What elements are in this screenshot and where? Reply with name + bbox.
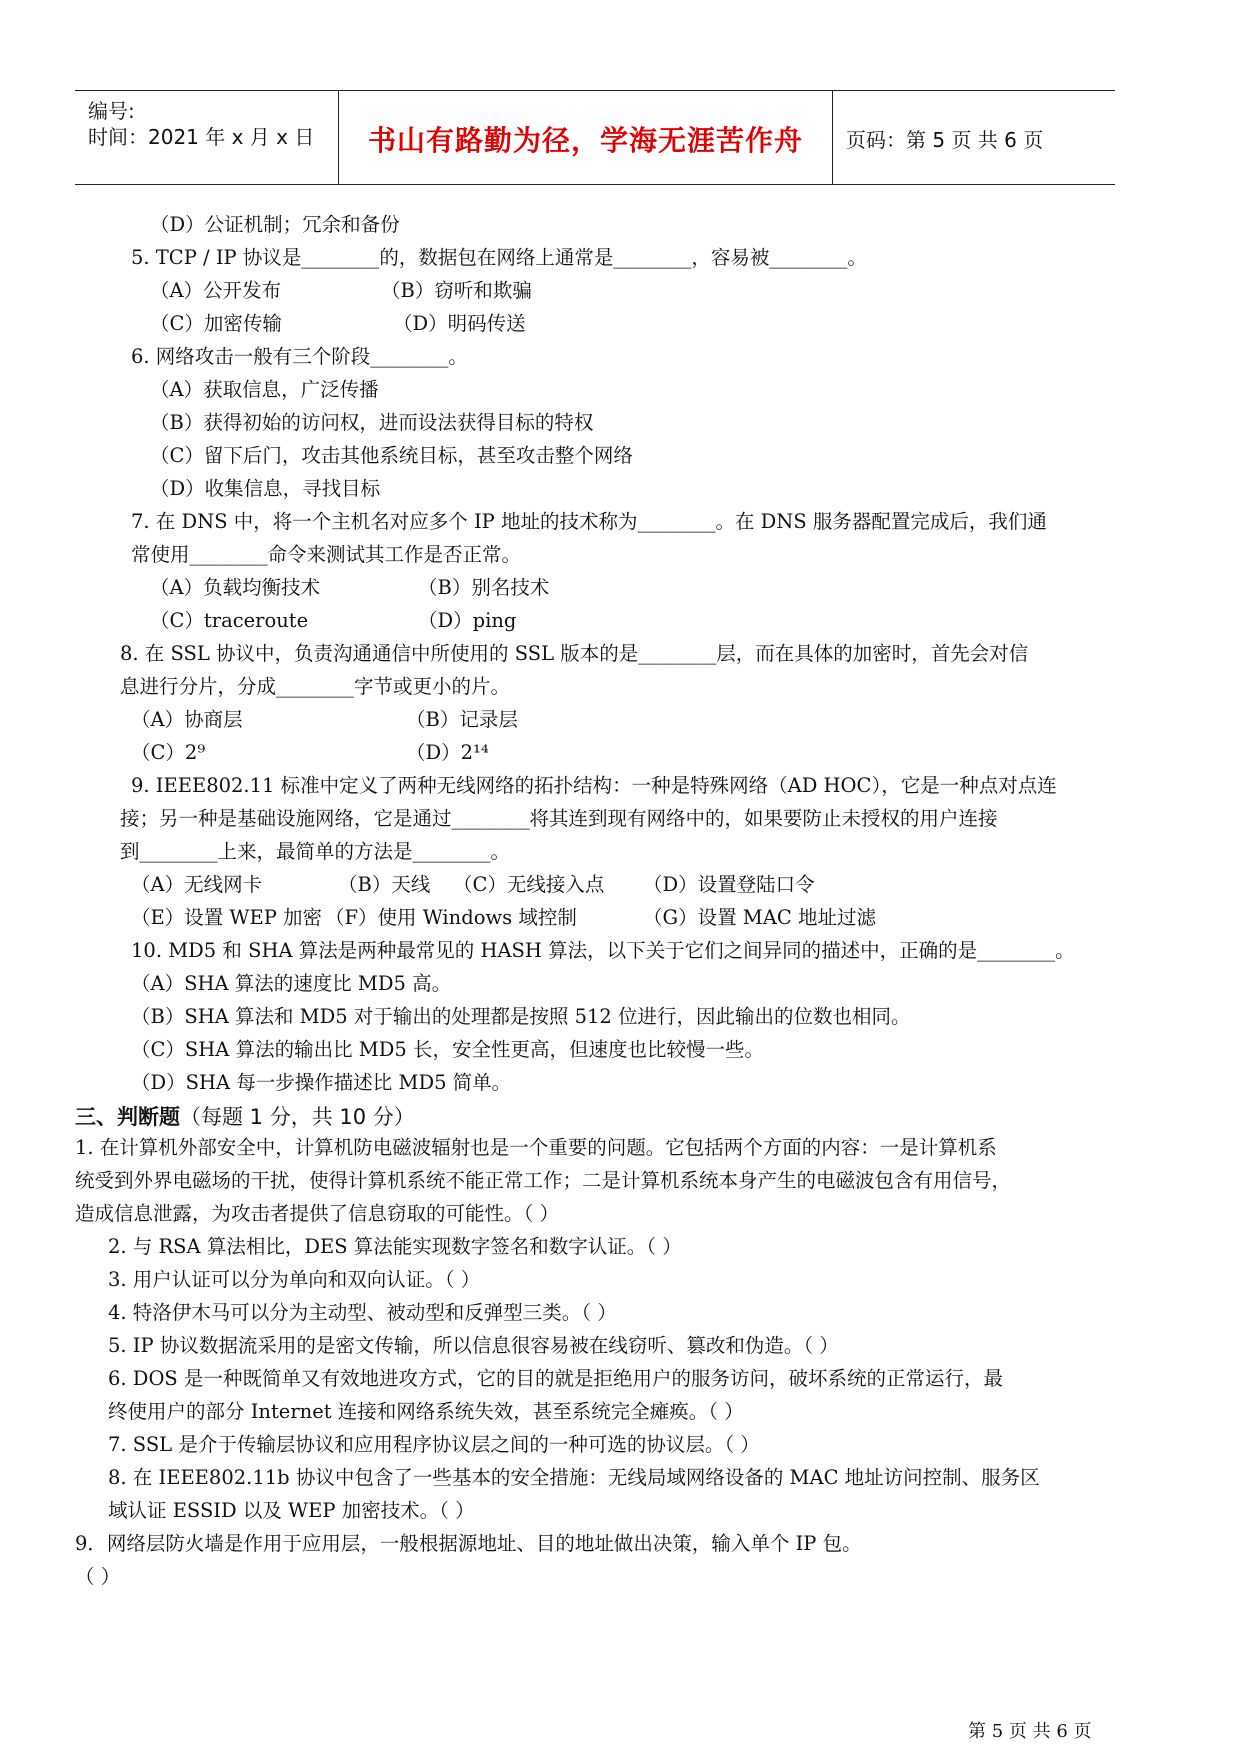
q5-option-c: （C）加密传输 — [150, 312, 282, 335]
q9-option-g: （G）设置 MAC 地址过滤 — [643, 906, 876, 929]
q8-option-b: （B）记录层 — [406, 708, 518, 731]
q7-question-line1: 7. 在 DNS 中，将一个主机名对应多个 IP 地址的技术称为________。在 DNS 服务器配置完成后，我们通 — [131, 510, 1047, 533]
q6-option-a: （A）获取信息，广泛传播 — [150, 378, 379, 401]
tf5: 5. IP 协议数据流采用的是密文传输，所以信息很容易被在线窃听、篡改和伪造。（ ） — [108, 1334, 839, 1357]
page-footer: 第 5 页 共 6 页 — [968, 1721, 1092, 1742]
q5-option-d: （D）明码传送 — [393, 312, 526, 335]
q8-option-c: （C）2⁹ — [131, 741, 206, 764]
tf3: 3. 用户认证可以分为单向和双向认证。（ ） — [108, 1268, 481, 1291]
q10-option-b: （B）SHA 算法和 MD5 对于输出的处理都是按照 512 位进行，因此输出的位数也相同。 — [131, 1005, 911, 1028]
tf8-line1: 8. 在 IEEE802.11b 协议中包含了一些基本的安全措施：无线局域网络设备的 MAC 地址访问控制、服务区 — [108, 1466, 1040, 1489]
tf6-line2: 终使用户的部分 Internet 连接和网络系统失效，甚至系统完全瘫痪。（ ） — [108, 1400, 744, 1423]
q7-option-c: （C）traceroute — [150, 609, 309, 632]
q7-option-d: （D）ping — [418, 609, 517, 632]
q9-question-line3: 到________上来，最简单的方法是________。 — [120, 840, 511, 863]
motto: 书山有路勤为径，学海无涯苦作舟 — [367, 124, 803, 157]
q8-option-d: （D）2¹⁴ — [406, 741, 489, 764]
tf6-line1: 6. DOS 是一种既简单又有效地进攻方式，它的目的就是拒绝用户的服务访问，破坏系统的正常运行，最 — [108, 1367, 1003, 1390]
tf1-line1: 1. 在计算机外部安全中，计算机防电磁波辐射也是一个重要的问题。它包括两个方面的内容：一是计算机系 — [75, 1136, 997, 1159]
q8-option-a: （A）协商层 — [131, 708, 243, 731]
q5-option-a: （A）公开发布 — [150, 279, 282, 302]
q6-option-d: （D）收集信息，寻找目标 — [150, 477, 381, 500]
section-title — [75, 1101, 415, 1131]
q9-option-e: （E）设置 WEP 加密 — [131, 906, 323, 929]
q9-option-d: （D）设置登陆口令 — [643, 873, 815, 896]
q7-option-b: （B）别名技术 — [418, 576, 550, 599]
q6-question: 6. 网络攻击一般有三个阶段________。 — [131, 345, 468, 368]
q6-option-c: （C）留下后门，攻击其他系统目标，甚至攻击整个网络 — [150, 444, 633, 467]
q5-question: 5. TCP / IP 协议是________的，数据包在网络上通常是________，容易被________。 — [131, 246, 867, 269]
page-header — [75, 90, 1115, 185]
q10-question: 10. MD5 和 SHA 算法是两种最常见的 HASH 算法，以下关于它们之间异同的描述中，正确的是________。 — [131, 939, 1075, 962]
q9-option-a: （A）无线网卡 — [131, 873, 263, 896]
q6-option-b: （B）获得初始的访问权，进而设法获得目标的特权 — [150, 411, 594, 434]
q9-question-line2: 接；另一种是基础设施网络，它是通过________将其连到现有网络中的，如果要防止未授权的用户连接 — [120, 807, 998, 830]
header-center-cell — [338, 91, 833, 184]
q9-option-f: （F）使用 Windows 域控制 — [325, 906, 577, 929]
time-label: 时间：2021 年 x 月 x 日 — [88, 125, 315, 149]
q9-option-b: （B）天线 — [338, 873, 431, 896]
tf9-line1: 9．网络层防火墙是作用于应用层，一般根据源地址、目的地址做出决策，输入单个 IP 包。 — [75, 1532, 862, 1555]
header-left-cell — [75, 91, 337, 184]
q10-option-c: （C）SHA 算法的输出比 MD5 长，安全性更高，但速度也比较慢一些。 — [131, 1038, 764, 1061]
tf9-line2: （ ） — [75, 1565, 121, 1588]
q9-option-c: （C）无线接入点 — [453, 873, 605, 896]
number-label: 编号: — [88, 99, 135, 123]
header-right-cell — [832, 91, 1115, 184]
tf8-line2: 域认证 ESSID 以及 WEP 加密技术。（ ） — [108, 1499, 475, 1522]
q7-question-line2: 常使用________命令来测试其工作是否正常。 — [131, 543, 522, 566]
tf7: 7. SSL 是介于传输层协议和应用程序协议层之间的一种可选的协议层。（ ） — [108, 1433, 760, 1456]
tf1-line3: 造成信息泄露，为攻击者提供了信息窃取的可能性。（ ） — [75, 1202, 559, 1225]
q4-option-d: （D）公证机制；冗余和备份 — [150, 213, 400, 236]
q8-question-line1: 8. 在 SSL 协议中，负责沟通通信中所使用的 SSL 版本的是________层，而在具体的加密时，首先会对信 — [120, 642, 1029, 665]
tf1-line2: 统受到外界电磁场的干扰，使得计算机系统不能正常工作；二是计算机系统本身产生的电磁波包含有用信号， — [75, 1169, 1012, 1192]
q9-question-line1: 9. IEEE802.11 标准中定义了两种无线网络的拓扑结构：一种是特殊网络（AD HOC），它是一种点对点连 — [131, 774, 1057, 797]
q10-option-a: （A）SHA 算法的速度比 MD5 高。 — [131, 972, 452, 995]
q5-option-b: （B）窃听和欺骗 — [381, 279, 532, 302]
section-heading: 三、判断题 — [75, 1105, 180, 1129]
tf2: 2. 与 RSA 算法相比，DES 算法能实现数字签名和数字认证。（ ） — [108, 1235, 682, 1258]
q8-question-line2: 息进行分片，分成________字节或更小的片。 — [120, 675, 511, 698]
q10-option-d: （D）SHA 每一步操作描述比 MD5 简单。 — [131, 1071, 512, 1094]
section-note: （每题 1 分，共 10 分） — [180, 1105, 415, 1129]
page-code: 页码：第 5 页 共 6 页 — [846, 128, 1044, 152]
tf4: 4. 特洛伊木马可以分为主动型、被动型和反弹型三类。（ ） — [108, 1301, 617, 1324]
q7-option-a: （A）负载均衡技术 — [150, 576, 321, 599]
